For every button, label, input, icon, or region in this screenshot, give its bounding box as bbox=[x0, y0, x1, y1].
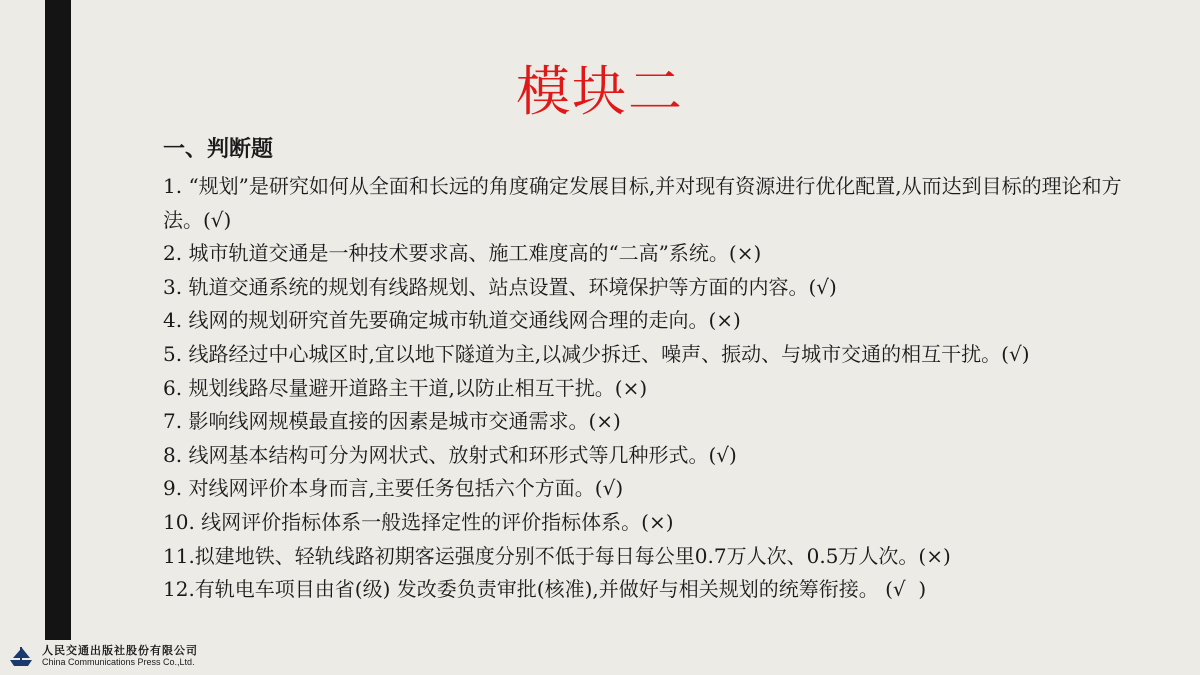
ship-emblem-icon bbox=[8, 644, 34, 668]
question-list bbox=[163, 170, 1123, 607]
question-item: 7. 影响线网规模最直接的因素是城市交通需求。(×) bbox=[163, 409, 621, 434]
question-item: 1. “规划”是研究如何从全面和长远的角度确定发展目标,并对现有资源进行优化配置,从而达到目标的理论和方法。(√) bbox=[163, 174, 1122, 232]
question-item: 11.拟建地铁、轻轨线路初期客运强度分别不低于每日每公里0.7万人次、0.5万人次。(×) bbox=[163, 543, 951, 568]
publisher-name-cn: 人民交通出版社股份有限公司 bbox=[42, 644, 198, 657]
publisher-name-en: China Communications Press Co.,Ltd. bbox=[42, 657, 195, 667]
section-heading: 一、判断题 bbox=[163, 136, 274, 162]
question-item: 9. 对线网评价本身而言,主要任务包括六个方面。(√) bbox=[163, 476, 624, 501]
question-item: 3. 轨道交通系统的规划有线路规划、站点设置、环境保护等方面的内容。(√) bbox=[163, 274, 837, 299]
question-item: 8. 线网基本结构可分为网状式、放射式和环形式等几种形式。(√) bbox=[163, 442, 737, 467]
question-item: 10. 线网评价指标体系一般选择定性的评价指标体系。(×) bbox=[163, 509, 674, 534]
question-item: 6. 规划线路尽量避开道路主干道,以防止相互干扰。(×) bbox=[163, 375, 648, 400]
question-item: 2. 城市轨道交通是一种技术要求高、施工难度高的“二高”系统。(×) bbox=[163, 241, 762, 266]
question-item: 4. 线网的规划研究首先要确定城市轨道交通线网合理的走向。(×) bbox=[163, 308, 741, 333]
slide-content bbox=[163, 134, 1123, 607]
question-item: 12.有轨电车项目由省(级) 发改委负责审批(核准),并做好与相关规划的统筹衔接。 (√ ) bbox=[163, 577, 927, 602]
question-item: 5. 线路经过中心城区时,宜以地下隧道为主,以减少拆迁、噪声、振动、与城市交通的相互干扰。(√) bbox=[163, 341, 1030, 366]
page-title: 模块二 bbox=[516, 60, 684, 123]
publisher-logo bbox=[4, 640, 244, 672]
